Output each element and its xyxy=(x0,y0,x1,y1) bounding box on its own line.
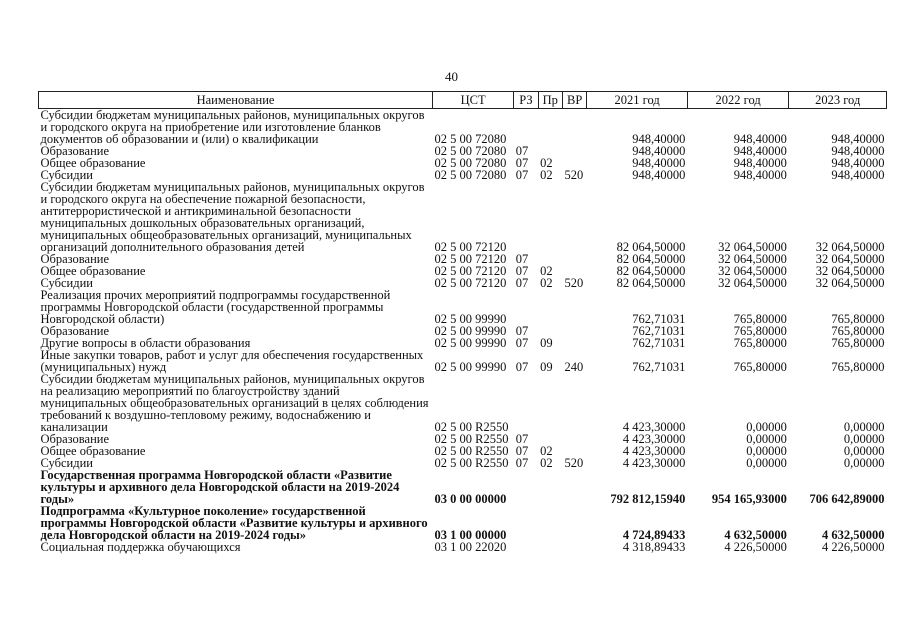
value-2022-cell: 0,00000 xyxy=(746,456,787,470)
value-2023-cell: 0,00000 xyxy=(843,432,885,446)
vr-cell xyxy=(562,325,586,337)
value-2022-cell: 948,40000 xyxy=(733,156,787,170)
value-2023-cell: 948,40000 xyxy=(831,168,885,182)
vr-cell: 520 xyxy=(564,168,584,182)
rz-cell: 07 xyxy=(515,432,529,446)
value-2022-cell: 32 064,50000 xyxy=(718,264,787,278)
value-2022-cell: 32 064,50000 xyxy=(718,252,787,266)
vr-cell xyxy=(562,109,586,146)
rz-cell: 07 xyxy=(515,324,529,338)
value-2021-cell: 762,71031 xyxy=(632,324,686,338)
value-2023-cell: 765,80000 xyxy=(831,336,885,350)
value-2022-cell: 0,00000 xyxy=(746,444,787,458)
value-2022-cell: 4 632,50000 xyxy=(724,528,787,542)
value-2021-cell: 4 423,30000 xyxy=(622,420,686,434)
value-2021-cell: 4 724,89433 xyxy=(622,528,686,542)
table-row xyxy=(39,541,887,553)
value-2021-cell: 4 423,30000 xyxy=(622,456,686,470)
rz-cell xyxy=(514,505,538,541)
page-number: 40 xyxy=(445,69,458,84)
value-2022-cell: 954 165,93000 xyxy=(711,492,787,506)
value-2023-cell: 4 226,50000 xyxy=(822,540,885,554)
value-2022-cell: 765,80000 xyxy=(733,336,787,350)
value-2023-cell: 948,40000 xyxy=(831,156,885,170)
value-2021-cell: 82 064,50000 xyxy=(616,240,686,254)
vr-cell xyxy=(562,469,586,505)
cst-cell: 02 5 00 99990 xyxy=(434,312,507,326)
value-2021-cell: 948,40000 xyxy=(632,156,686,170)
rz-cell xyxy=(514,289,538,325)
rz-cell: 07 xyxy=(515,336,529,350)
name-cell: Субсидии бюджетам муниципальных районов, муниципальных округов и городского округа на обеспечение пожарной безопасности, антитеррористической и антикриминальной безопасности муниципальных дошкольных образовательных организаций, муниципальных общеобразовательных организаций, муниципальных организаций дополнительного образования детей xyxy=(40,180,425,254)
pr-cell xyxy=(538,505,562,541)
header-cst: ЦСТ xyxy=(433,92,514,109)
value-2022-cell: 765,80000 xyxy=(733,324,787,338)
vr-cell xyxy=(562,145,586,157)
pr-cell: 02 xyxy=(540,264,553,278)
pr-cell: 02 xyxy=(540,444,553,458)
name-cell: Государственная программа Новгородской области «Развитие культуры и архивного дела Новгородской области на 2019-2024 годы» xyxy=(40,468,400,506)
table-row xyxy=(39,469,887,505)
name-cell: Другие вопросы в области образования xyxy=(40,336,251,350)
value-2021-cell: 792 812,15940 xyxy=(610,492,686,506)
name-cell: Реализация прочих мероприятий подпрограммы государственной программы Новгородской области (государственной программы Новгородской области) xyxy=(40,288,391,326)
value-2021-cell: 762,71031 xyxy=(632,312,686,326)
pr-cell: 09 xyxy=(540,336,553,350)
value-2021-cell: 4 318,89433 xyxy=(622,540,686,554)
cst-cell: 02 5 00 72080 xyxy=(434,132,507,146)
name-cell: Субсидии xyxy=(40,276,93,290)
rz-cell xyxy=(514,373,538,433)
value-2023-cell: 0,00000 xyxy=(843,420,885,434)
value-2022-cell: 765,80000 xyxy=(733,312,787,326)
pr-cell xyxy=(538,469,562,505)
name-cell: Общее образование xyxy=(40,156,146,170)
rz-cell: 07 xyxy=(515,456,529,470)
table-row xyxy=(39,373,887,433)
value-2023-cell: 4 632,50000 xyxy=(822,528,885,542)
vr-cell: 520 xyxy=(564,456,584,470)
name-cell: Образование xyxy=(40,144,110,158)
cst-cell: 03 1 00 00000 xyxy=(434,528,507,542)
vr-cell: 520 xyxy=(564,276,584,290)
name-cell: Социальная поддержка обучающихся xyxy=(40,540,241,554)
rz-cell: 07 xyxy=(515,444,529,458)
value-2021-cell: 948,40000 xyxy=(632,168,686,182)
value-2022-cell: 32 064,50000 xyxy=(718,276,787,290)
pr-cell xyxy=(538,541,562,553)
cst-cell: 02 5 00 72080 xyxy=(434,144,507,158)
header-2023: 2023 год xyxy=(789,92,887,109)
value-2022-cell: 948,40000 xyxy=(733,132,787,146)
rz-cell: 07 xyxy=(515,360,529,374)
cst-cell: 02 5 00 R2550 xyxy=(434,420,509,434)
rz-cell xyxy=(514,469,538,505)
vr-cell xyxy=(562,373,586,433)
value-2023-cell: 32 064,50000 xyxy=(815,240,885,254)
rz-cell: 07 xyxy=(515,276,529,290)
vr-cell: 240 xyxy=(564,360,584,374)
vr-cell xyxy=(562,289,586,325)
value-2023-cell: 0,00000 xyxy=(843,456,885,470)
name-cell: Иные закупки товаров, работ и услуг для обеспечения государственных (муниципальных) нужд xyxy=(40,348,424,374)
value-2021-cell: 948,40000 xyxy=(632,144,686,158)
value-2021-cell: 82 064,50000 xyxy=(616,276,686,290)
header-name: Наименование xyxy=(39,92,433,109)
name-cell: Подпрограмма «Культурное поколение» государственной программы Новгородской области «Развитие культуры и архивного дела Новгородской области на 2019-2024 годы» xyxy=(40,504,428,542)
table-row xyxy=(39,109,887,146)
rz-cell: 07 xyxy=(515,168,529,182)
value-2022-cell: 0,00000 xyxy=(746,420,787,434)
cst-cell: 02 5 00 99990 xyxy=(434,336,507,350)
value-2023-cell: 0,00000 xyxy=(843,444,885,458)
value-2021-cell: 762,71031 xyxy=(632,336,686,350)
rz-cell xyxy=(514,541,538,553)
cst-cell: 03 0 00 00000 xyxy=(434,492,507,506)
value-2022-cell: 4 226,50000 xyxy=(724,540,787,554)
cst-cell: 02 5 00 72080 xyxy=(434,156,507,170)
table-body xyxy=(39,109,887,554)
vr-cell xyxy=(562,505,586,541)
cst-cell: 02 5 00 72120 xyxy=(434,264,507,278)
vr-cell xyxy=(562,337,586,349)
value-2022-cell: 0,00000 xyxy=(746,432,787,446)
value-2023-cell: 765,80000 xyxy=(831,324,885,338)
value-2023-cell: 948,40000 xyxy=(831,132,885,146)
name-cell: Субсидии xyxy=(40,168,93,182)
value-2023-cell: 32 064,50000 xyxy=(815,264,885,278)
cst-cell: 03 1 00 22020 xyxy=(434,540,507,554)
name-cell: Общее образование xyxy=(40,264,146,278)
value-2021-cell: 82 064,50000 xyxy=(616,252,686,266)
value-2022-cell: 948,40000 xyxy=(733,144,787,158)
rz-cell: 07 xyxy=(515,264,529,278)
cst-cell: 02 5 00 72120 xyxy=(434,240,507,254)
name-cell: Образование xyxy=(40,252,110,266)
cst-cell: 02 5 00 99990 xyxy=(434,360,507,374)
header-pr: Пр xyxy=(538,92,562,109)
rz-cell xyxy=(514,181,538,253)
table-row xyxy=(39,349,887,373)
vr-cell xyxy=(562,433,586,445)
pr-cell: 02 xyxy=(540,168,553,182)
table-row xyxy=(39,505,887,541)
value-2021-cell: 948,40000 xyxy=(632,132,686,146)
cst-cell: 02 5 00 R2550 xyxy=(434,432,509,446)
name-cell: Образование xyxy=(40,324,110,338)
pr-cell xyxy=(538,109,562,146)
cst-cell: 02 5 00 72120 xyxy=(434,252,507,266)
value-2021-cell: 82 064,50000 xyxy=(616,264,686,278)
rz-cell: 07 xyxy=(515,252,529,266)
name-cell: Общее образование xyxy=(40,444,146,458)
name-cell: Субсидии xyxy=(40,456,93,470)
pr-cell: 02 xyxy=(540,456,553,470)
header-2021: 2021 год xyxy=(587,92,688,109)
pr-cell xyxy=(538,289,562,325)
rz-cell xyxy=(514,109,538,146)
value-2023-cell: 706 642,89000 xyxy=(809,492,885,506)
cst-cell: 02 5 00 99990 xyxy=(434,324,507,338)
value-2021-cell: 762,71031 xyxy=(632,360,686,374)
rz-cell: 07 xyxy=(515,156,529,170)
value-2022-cell: 32 064,50000 xyxy=(718,240,787,254)
pr-cell: 02 xyxy=(540,276,553,290)
name-cell: Субсидии бюджетам муниципальных районов, муниципальных округов и городского округа на приобретение или изготовление бланков документов об образовании и (или) о квалификации xyxy=(40,108,425,146)
header-rz: РЗ xyxy=(514,92,538,109)
pr-cell: 02 xyxy=(540,156,553,170)
pr-cell xyxy=(538,181,562,253)
header-2022: 2022 год xyxy=(687,92,789,109)
value-2022-cell: 948,40000 xyxy=(733,168,787,182)
name-cell: Субсидии бюджетам муниципальных районов, муниципальных округов на реализацию мероприятий по благоустройству зданий муниципальных общеобразовательных организаций в целях соблюдения требований к воздушно-тепловому режиму, водоснабжению и канализации xyxy=(40,372,429,434)
header-vr: ВР xyxy=(562,92,586,109)
cst-cell: 02 5 00 R2550 xyxy=(434,456,509,470)
value-2023-cell: 765,80000 xyxy=(831,360,885,374)
value-2023-cell: 32 064,50000 xyxy=(815,276,885,290)
pr-cell: 09 xyxy=(540,360,553,374)
rz-cell: 07 xyxy=(515,144,529,158)
value-2022-cell: 765,80000 xyxy=(733,360,787,374)
cst-cell: 02 5 00 R2550 xyxy=(434,444,509,458)
table-row xyxy=(39,289,887,325)
value-2023-cell: 32 064,50000 xyxy=(815,252,885,266)
vr-cell xyxy=(562,253,586,265)
vr-cell xyxy=(562,181,586,253)
value-2023-cell: 948,40000 xyxy=(831,144,885,158)
value-2023-cell: 765,80000 xyxy=(831,312,885,326)
table-row xyxy=(39,181,887,253)
budget-table xyxy=(38,91,887,553)
table-header-row xyxy=(39,92,887,109)
cst-cell: 02 5 00 72080 xyxy=(434,168,507,182)
value-2021-cell: 4 423,30000 xyxy=(622,444,686,458)
cst-cell: 02 5 00 72120 xyxy=(434,276,507,290)
pr-cell xyxy=(538,373,562,433)
vr-cell xyxy=(562,541,586,553)
name-cell: Образование xyxy=(40,432,110,446)
value-2021-cell: 4 423,30000 xyxy=(622,432,686,446)
